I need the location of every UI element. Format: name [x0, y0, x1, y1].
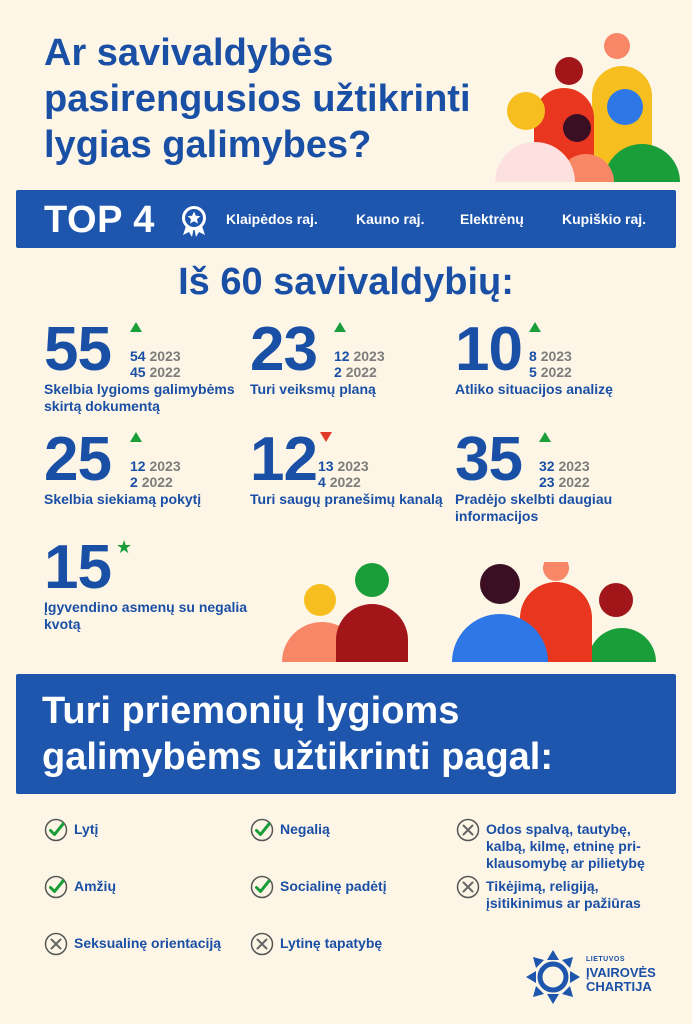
stat-2023: 12 2023: [334, 348, 385, 364]
criteria-panel-title: Turi priemonių lygioms galimybėms užtikrinti pagal:: [42, 690, 553, 778]
top4-bar: [16, 190, 676, 248]
stats-subheading: Iš 60 savivaldybių:: [178, 261, 514, 303]
criteria-label: Lytį: [74, 821, 99, 837]
criteria-label: Lytinę tapatybę: [280, 935, 383, 951]
criteria-label: Seksualinę orientaciją: [74, 935, 222, 951]
stat-description: Įgyvendino asmenų su negalia kvotą: [44, 599, 248, 632]
page-title: Ar savivaldybės pasirengusios užtikrinti lygias galimybes?: [44, 32, 471, 166]
stat-2023: 12 2023: [130, 458, 181, 474]
stat-action-plan: [250, 315, 450, 420]
check-circle-icon: [44, 875, 68, 899]
top4-item-2: Kauno raj.: [356, 211, 425, 227]
top4-item-3: Elektrėnų: [460, 211, 524, 227]
people-illustration-hero: [492, 30, 682, 182]
stat-target-change: [44, 425, 244, 530]
people-illustration-group: [452, 562, 658, 662]
criteria-label: Amžių: [74, 878, 116, 894]
stat-2022: 5 2022: [529, 364, 572, 380]
criteria-panel: [16, 674, 676, 794]
stat-value: 35: [455, 425, 522, 494]
stat-reporting-channel: [250, 425, 450, 530]
stat-situation-analysis: [455, 315, 655, 420]
stat-value: 25: [44, 425, 111, 494]
stat-document: [44, 315, 244, 420]
criteria-label: Tikėjimą, religiją, įsitikinimus ar pažiūras: [486, 878, 641, 911]
diversity-charter-logo: [522, 946, 672, 1008]
criteria-label: Odos spalvą, tautybę, kalbą, kilmę, etninę pri-klausomybę ar pilietybę: [486, 821, 645, 871]
stat-description: Turi veiksmų planą: [250, 381, 376, 397]
stat-2023: 54 2023: [130, 348, 181, 364]
stat-2023: 13 2023: [318, 458, 369, 474]
stat-more-information: [455, 425, 655, 530]
top4-item-4: Kupiškio raj.: [562, 211, 647, 227]
people-illustration-pair: [280, 560, 410, 662]
stat-2023: 32 2023: [539, 458, 590, 474]
criteria-label: Negalią: [280, 821, 330, 837]
stat-description: Turi saugų pranešimų kanalą: [250, 491, 443, 507]
trend-up-icon: [130, 322, 142, 332]
trend-up-icon: [539, 432, 551, 442]
cross-circle-icon: [44, 932, 68, 956]
criteria-label: Socialinę padėtį: [280, 878, 387, 894]
stat-description: Skelbia siekiamą pokytį: [44, 491, 202, 507]
stat-description: Atliko situacijos analizę: [455, 381, 613, 397]
check-circle-icon: [44, 818, 68, 842]
stat-value: 55: [44, 315, 111, 384]
stat-2022: 2 2022: [334, 364, 377, 380]
stat-disability-quota: [44, 533, 248, 638]
star-icon: ★: [116, 537, 133, 557]
stat-2023: 8 2023: [529, 348, 572, 364]
check-circle-icon: [250, 875, 274, 899]
stat-2022: 2 2022: [130, 474, 173, 490]
stat-2022: 4 2022: [318, 474, 361, 490]
stat-value: 12: [250, 425, 317, 494]
trend-up-icon: [529, 322, 541, 332]
check-circle-icon: [250, 818, 274, 842]
top4-label: TOP 4: [44, 199, 155, 241]
cross-circle-icon: [250, 932, 274, 956]
award-badge-icon: [179, 205, 209, 237]
top4-item-1: Klaipėdos raj.: [226, 211, 318, 227]
trend-up-icon: [334, 322, 346, 332]
cross-circle-icon: [456, 818, 480, 842]
logo-small-text: LIETUVOS: [586, 956, 626, 963]
logo-line-1: ĮVAIROVĖS: [586, 965, 656, 980]
stat-value: 10: [455, 315, 522, 384]
trend-up-icon: [130, 432, 142, 442]
trend-down-icon: [320, 432, 332, 442]
charter-logo-icon: [522, 946, 584, 1008]
stat-2022: 23 2022: [539, 474, 590, 490]
stat-2022: 45 2022: [130, 364, 181, 380]
stat-value: 23: [250, 315, 317, 384]
stat-value: 15: [44, 533, 111, 602]
stat-description: Skelbia lygioms galimybėms skirtą dokumentą: [44, 381, 235, 414]
logo-line-2: CHARTIJA: [586, 979, 652, 994]
cross-circle-icon: [456, 875, 480, 899]
stat-description: Pradėjo skelbti daugiau informacijos: [455, 491, 613, 524]
